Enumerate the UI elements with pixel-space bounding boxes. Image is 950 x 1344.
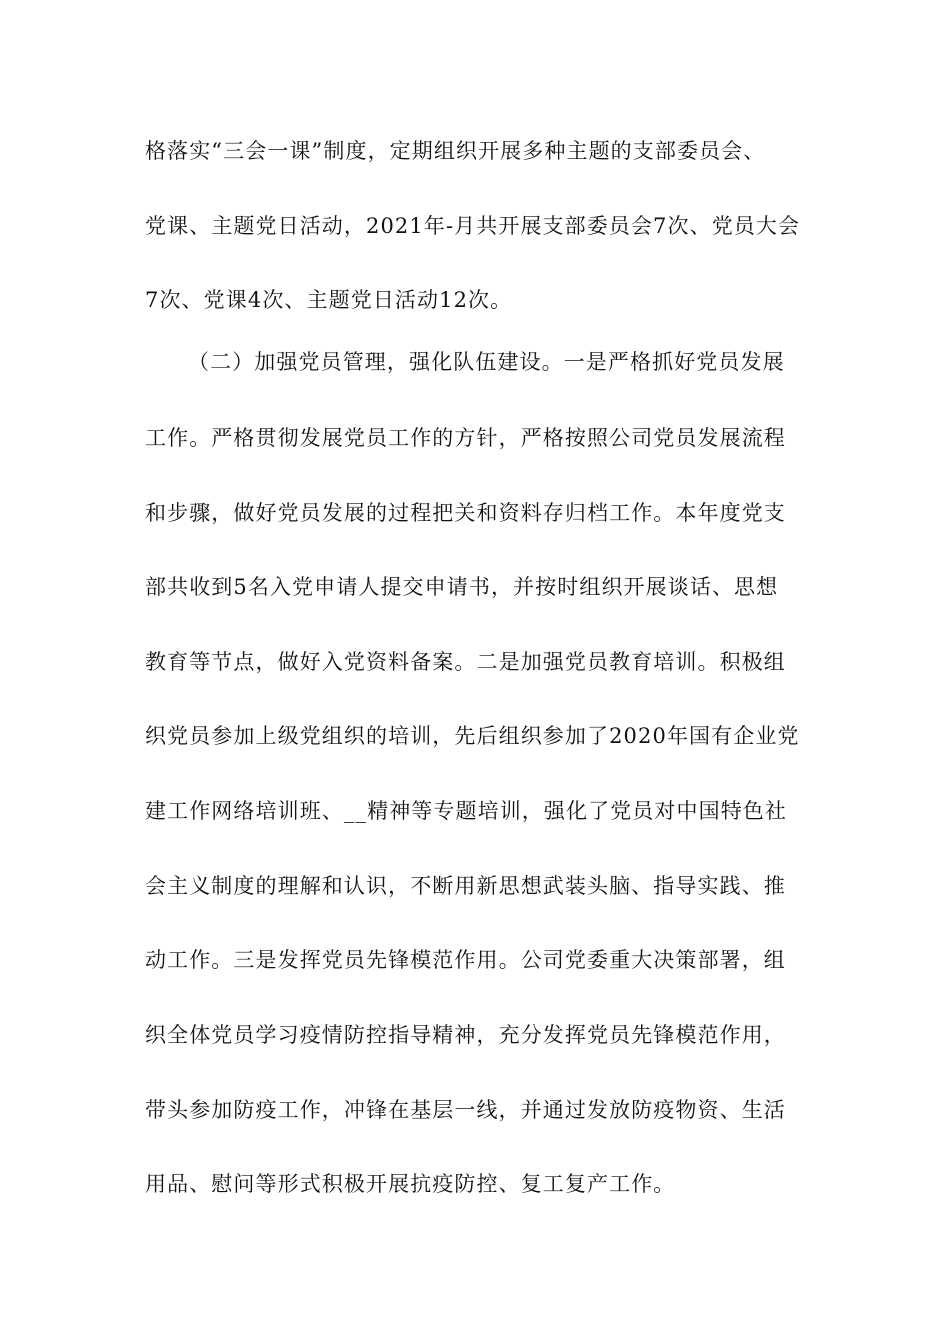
text-line: 教育等节点，做好入党资料备案。二是加强党员教育培训。积极组: [145, 650, 786, 674]
text-line: 7次、党课4次、主题党日活动12次。: [145, 288, 513, 312]
text-line: 织全体党员学习疫情防控指导精神，充分发挥党员先锋模范作用，: [145, 1023, 786, 1047]
text-line: 带头参加防疫工作，冲锋在基层一线，并通过发放防疫物资、生活: [145, 1098, 786, 1122]
text-line: 会主义制度的理解和认识，不断用新思想武装头脑、指导实践、推: [145, 874, 786, 898]
text-line: 用品、慰问等形式积极开展抗疫防控、复工复产工作。: [145, 1172, 676, 1196]
text-line: 织党员参加上级党组织的培训，先后组织参加了2020年国有企业党: [145, 724, 800, 748]
text-line: 建工作网络培训班、__精神等专题培训，强化了党员对中国特色社: [145, 799, 787, 823]
text-line: 和步骤，做好党员发展的过程把关和资料存归档工作。本年度党支: [145, 501, 786, 525]
text-line: 部共收到5名入党申请人提交申请书，并按时组织开展谈话、思想: [145, 575, 779, 599]
text-line: 工作。严格贯彻发展党员工作的方针，严格按照公司党员发展流程: [145, 426, 786, 450]
paragraph-start-line: （二）加强党员管理，强化队伍建设。一是严格抓好党员发展: [188, 350, 785, 374]
text-line: 格落实“三会一课”制度，定期组织开展多种主题的支部委员会、: [145, 139, 766, 163]
text-line: 动工作。三是发挥党员先锋模范作用。公司党委重大决策部署，组: [145, 948, 786, 972]
text-line: 党课、主题党日活动，2021年-月共开展支部委员会7次、党员大会: [145, 214, 801, 238]
